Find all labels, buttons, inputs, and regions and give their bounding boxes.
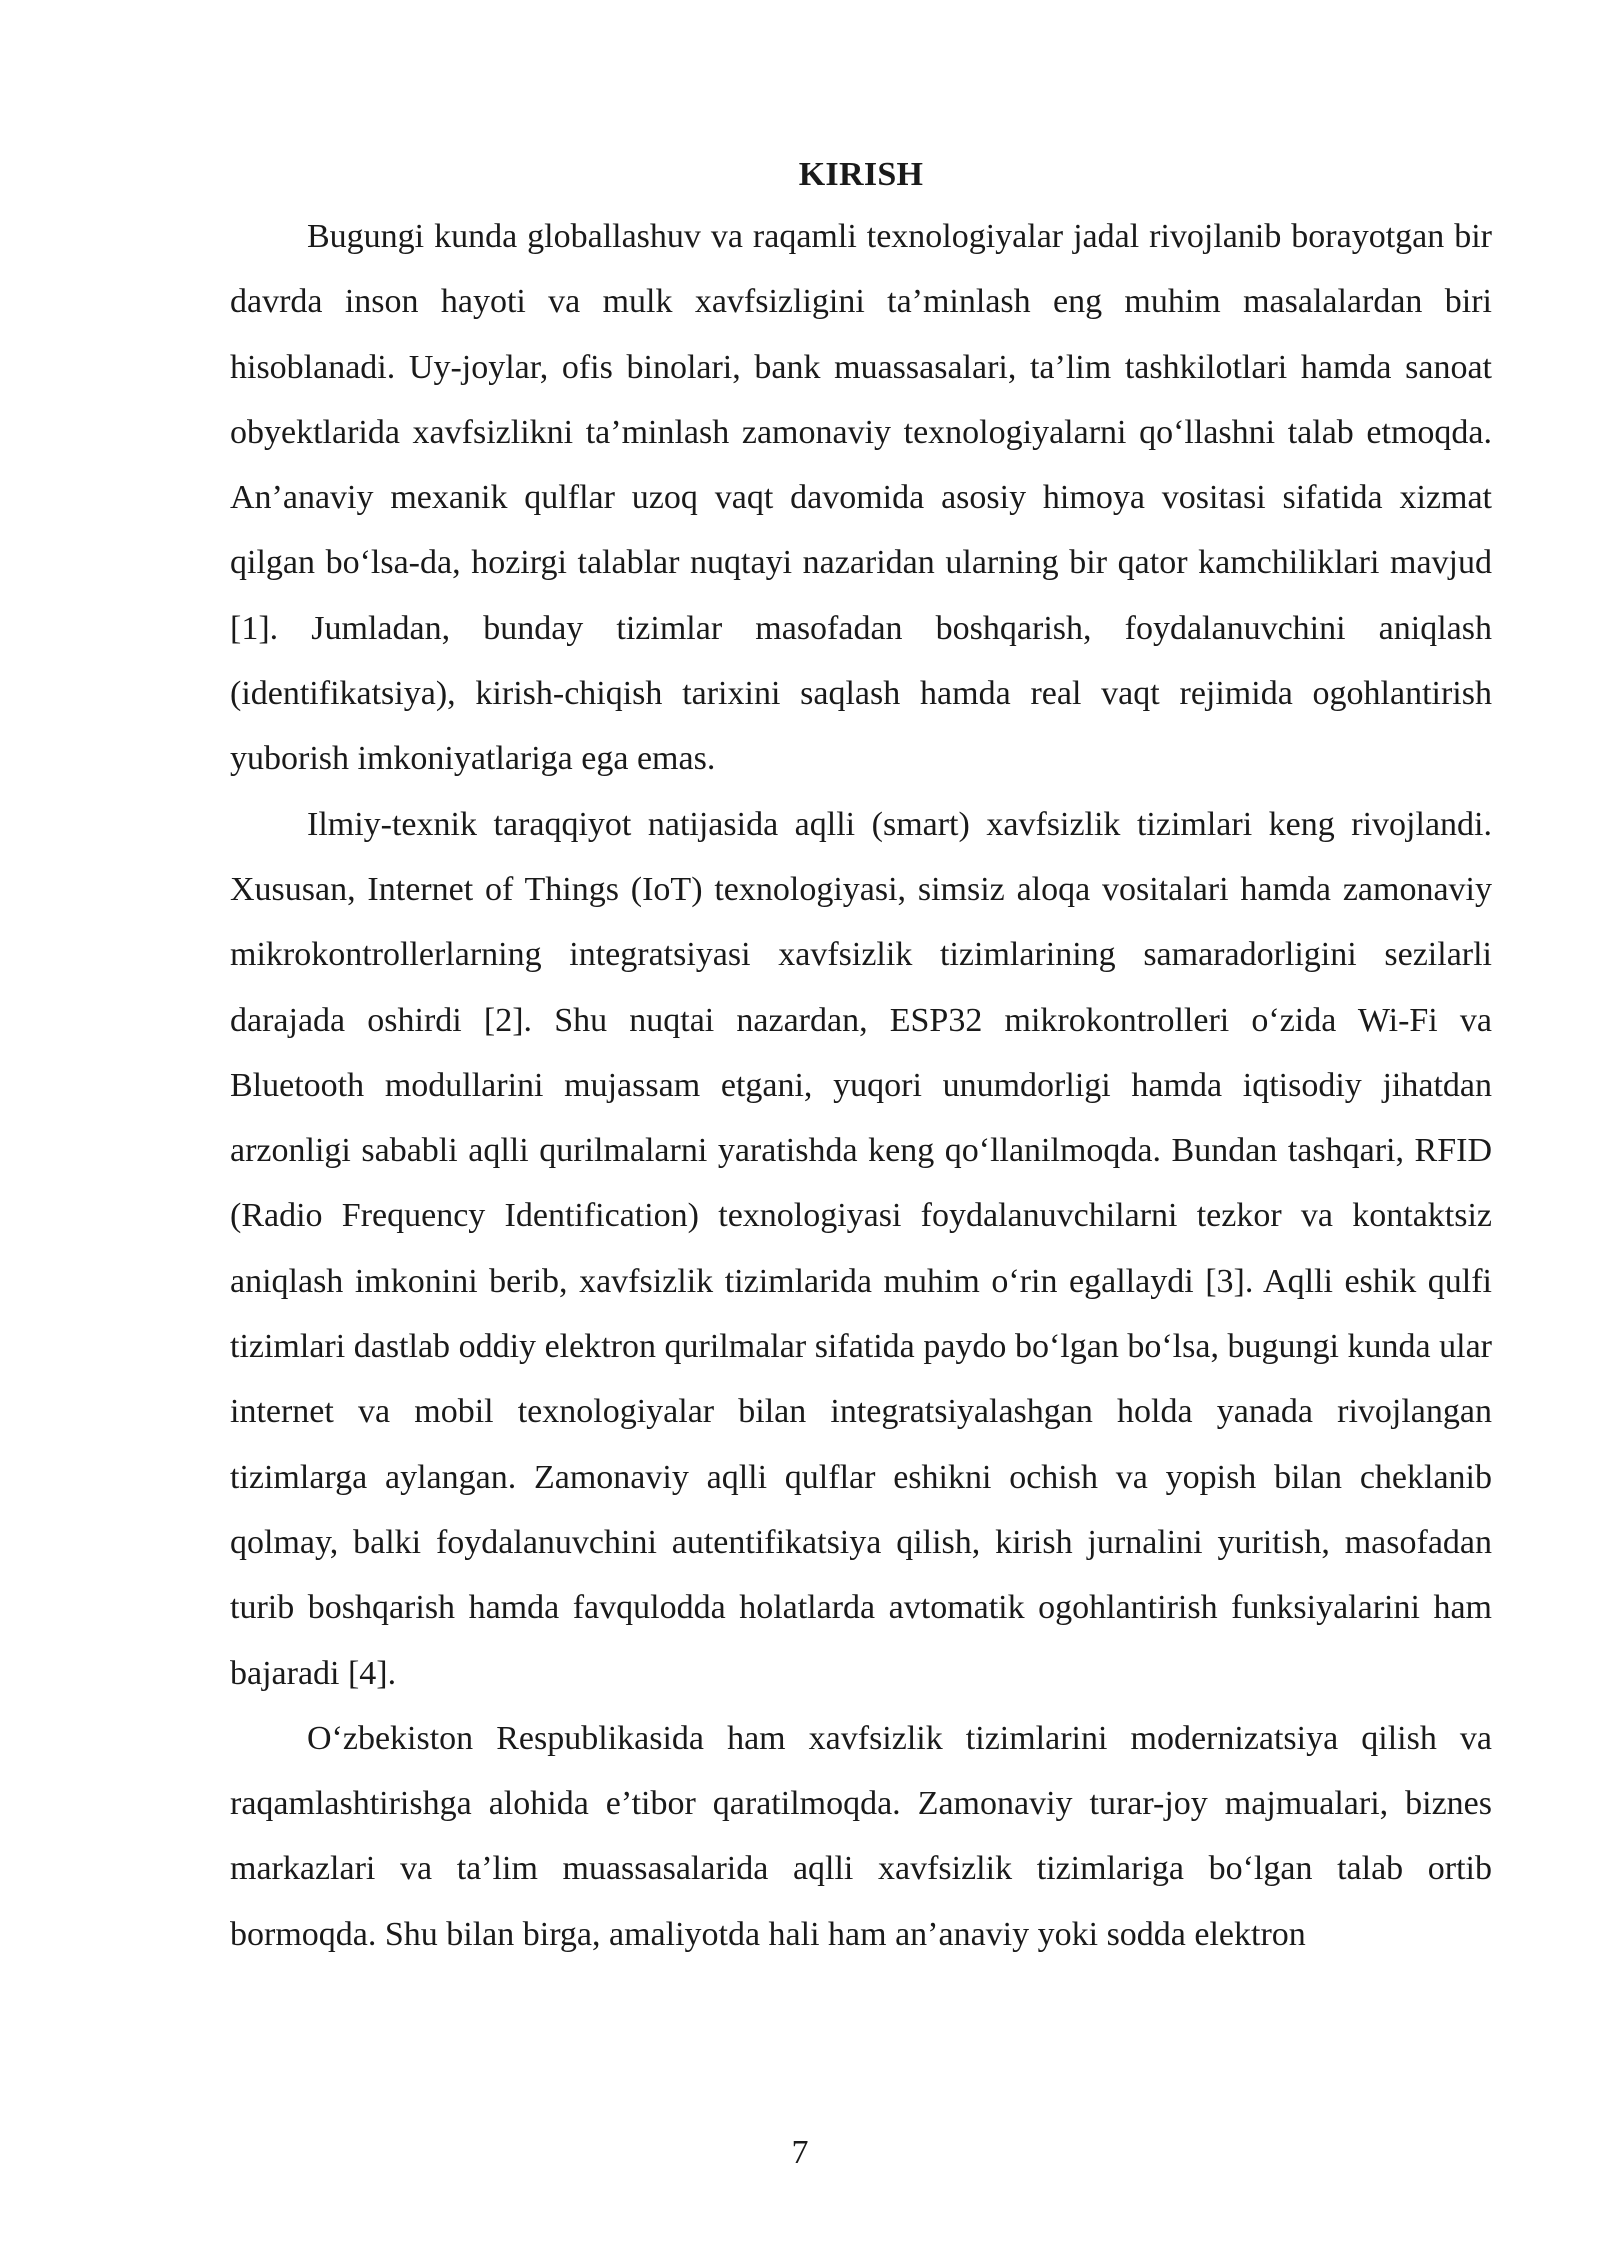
paragraph-3: O‘zbekiston Respublikasida ham xavfsizlik tizimlarini modernizatsiya qilish va raqamlashtirishga alohida e’tibor qaratilmoqda. Zamonaviy turar-joy majmualari, biznes markazlari va ta’lim muassasalarida aqlli xavfsizlik tizimlariga bo‘lgan talab ortib bormoqda. Shu bilan birga, amaliyotda hali ham an’anaviy yoki sodda elektron xyxy=(230,1719,1492,1953)
section-title: KIRISH xyxy=(798,156,924,193)
paragraph-1: Bugungi kunda globallashuv va raqamli texnologiyalar jadal rivojlanib borayotgan bir davrda inson hayoti va mulk xavfsizligini ta’minlash eng muhim masalalardan biri hisoblanadi. Uy-joylar, ofis binolari, bank muassasalari, ta’lim tashkilotlari hamda sanoat obyektlarida xavfsizlikni ta’minlash zamonaviy texnologiyalarni qo‘llashni talab etmoqda. An’anaviy mexanik qulflar uzoq vaqt davomida asosiy himoya vositasi sifatida xizmat qilgan bo‘lsa-da, hozirgi talablar nuqtayi nazaridan ularning bir qator kamchiliklari mavjud [1]. Jumladan, bunday tizimlar masofadan boshqarish, foydalanuvchini aniqlash (identifikatsiya), kirish-chiqish tarixini saqlash hamda real vaqt rejimida ogohlantirish yuborish imkoniyatlariga ega emas. xyxy=(230,218,1492,778)
page-content xyxy=(230,150,1492,1967)
paragraph-2: Ilmiy-texnik taraqqiyot natijasida aqlli (smart) xavfsizlik tizimlari keng rivojlandi. Xususan, Internet of Things (IoT) texnologiyasi, simsiz aloqa vositalari hamda zamonaviy mikrokontrollerlarning integratsiyasi xavfsizlik tizimlarining samaradorligini sezilarli darajada oshirdi [2]. Shu nuqtai nazardan, ESP32 mikrokontrolleri o‘zida Wi-Fi va Bluetooth modullarini mujassam etgani, yuqori unumdorligi hamda iqtisodiy jihatdan arzonligi sababli aqlli qurilmalarni yaratishda keng qo‘llanilmoqda. Bundan tashqari, RFID (Radio Frequency Identification) texnologiyasi foydalanuvchilarni tezkor va kontaktsiz aniqlash imkonini berib, xavfsizlik tizimlarida muhim o‘rin egallaydi [3]. Aqlli eshik qulfi tizimlari dastlab oddiy elektron qurilmalar sifatida paydo bo‘lgan bo‘lsa, bugungi kunda ular internet va mobil texnologiyalar bilan integratsiyalashgan holda yanada rivojlangan tizimlarga aylangan. Zamonaviy aqlli qulflar eshikni ochish va yopish bilan cheklanib qolmay, balki foydalanuvchini autentifikatsiya qilish, kirish jurnalini yuritish, masofadan turib boshqarish hamda favqulodda holatlarda avtomatik ogohlantirish funksiyalarini ham bajaradi [4]. xyxy=(230,805,1492,1692)
page-number: 7 xyxy=(791,2134,809,2171)
